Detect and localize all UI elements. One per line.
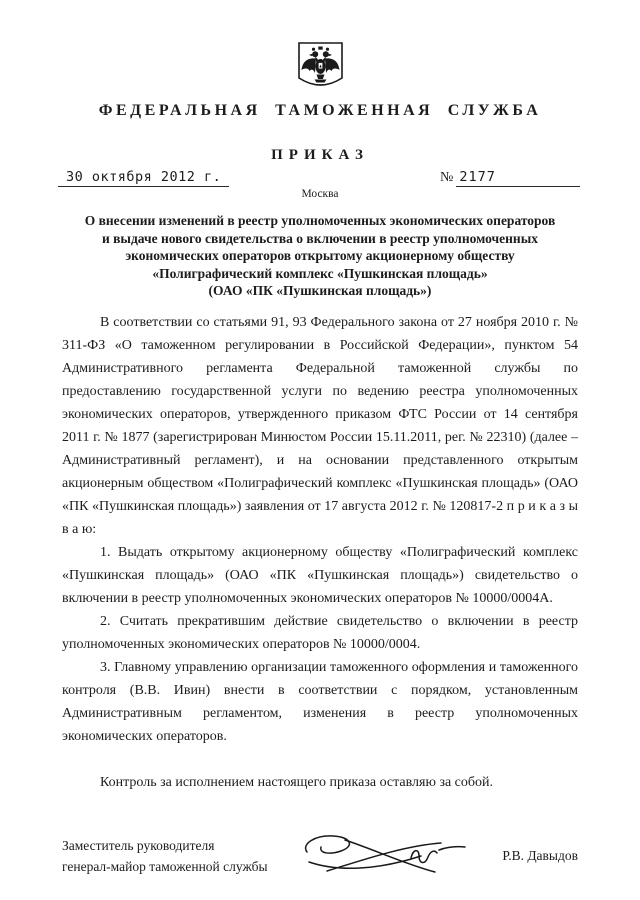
body-paragraph: В соответствии со статьями 91, 93 Федерального закона от 27 ноября 2010 г. № 311-ФЗ «О таможенном регулировании в Российской Федерации», пунктом 54 Административного регламента Федеральной таможенной службы по предоставлению государственной услуги по ведению реестра уполномоченных экономических операторов, утвержденного приказом ФТС России от 14 сентября 2011 г. № 1877 (зарегистрирован Минюстом России 15.11.2011, рег. № 22310) (далее – Административный регламент), и на основании представленного открытым акционерным обществом «Полиграфический комплекс «Пушкинская площадь» (ОАО «ПК «Пушкинская площадь») заявления от 17 августа 2012 г. № 120817-2 п р и к а з ы в а ю: [62,314,578,537]
russia-coat-of-arms-icon [297,41,344,93]
date-number-row [0,169,640,187]
control-statement: Контроль за исполнением настоящего приказа оставляю за собой. [100,774,494,790]
order-title-line: экономических операторов открытому акционерному обществу [125,248,515,263]
order-body [0,311,640,794]
signature-block [0,830,640,883]
agency-name: ФЕДЕРАЛЬНАЯ ТАМОЖЕННАЯ СЛУЖБА [98,102,542,119]
signer-position [62,835,268,877]
body-paragraph-item-1: 1. Выдать открытому акционерному обществу «Полиграфический комплекс «Пушкинская площадь» (ОАО «ПК «Пушкинская площадь») свидетельство о включении в реестр уполномоченных экономических операторов № 10000/0004А. [62,544,578,606]
order-title [0,212,640,300]
order-title-line: (ОАО «ПК «Пушкинская площадь») [208,283,432,298]
signer-position-line: Заместитель руководителя [62,838,215,853]
body-paragraph-item-3: 3. Главному управлению организации таможенного оформления и таможенного контроля (В.В. Ивин) внести в соответствии с порядком, установленным Административным регламентом, изменения в реестр уполномоченных экономических операторов. [62,659,578,744]
order-title-line: О внесении изменений в реестр уполномоченных экономических операторов [84,213,556,228]
date-field: 30 октября 2012 г. [58,169,229,187]
signer-position-line: генерал-майор таможенной службы [62,859,268,874]
number-field [440,169,580,187]
order-title-line: и выдаче нового свидетельства о включении в реестр уполномоченных [101,230,538,246]
order-title-line: «Полиграфический комплекс «Пушкинская площадь» [152,265,488,281]
number-value: 2177 [456,169,580,187]
doc-type-heading: ПРИКАЗ [271,147,369,163]
body-paragraph-item-2: 2. Считать прекратившим действие свидетельство о включении в реестр уполномоченных экономических операторов № 10000/0004. [62,613,578,652]
city-label: Москва [301,188,339,200]
emblem-container [0,0,640,93]
handwritten-signature-icon [293,830,483,883]
number-sign: № [440,170,454,185]
signer-name: Р.В. Давыдов [502,848,578,863]
